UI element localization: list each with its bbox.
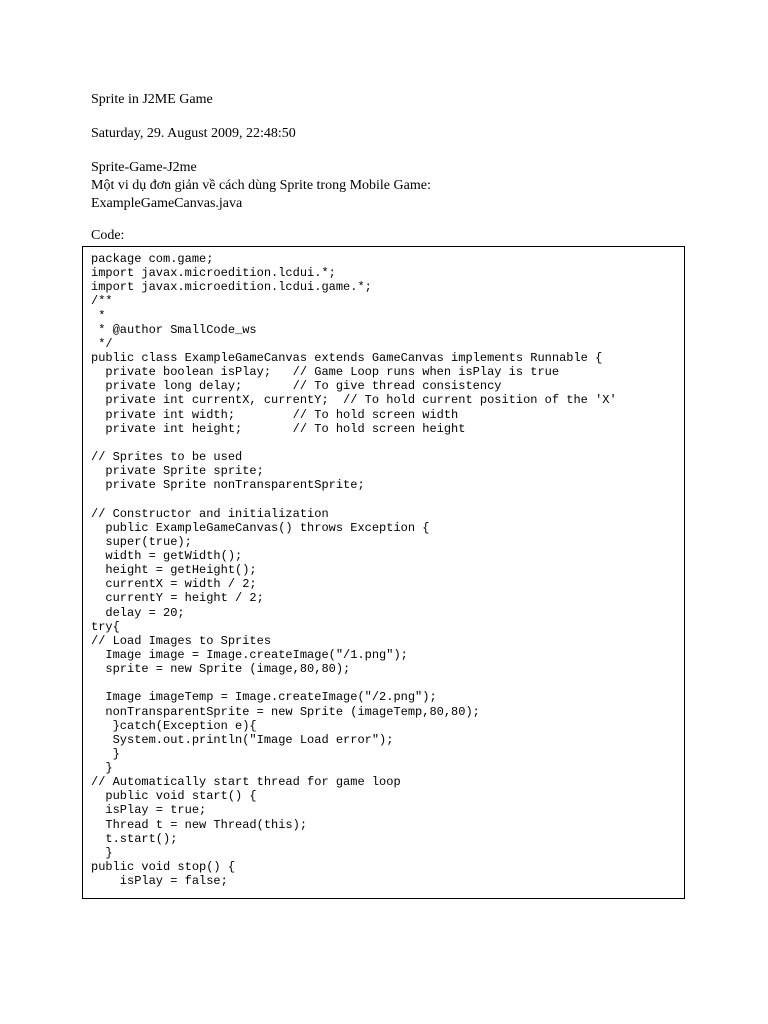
code-line xyxy=(91,676,617,690)
document-subtitle: Sprite-Game-J2me xyxy=(91,160,197,175)
code-block xyxy=(82,246,685,899)
code-line: private Sprite nonTransparentSprite; xyxy=(91,478,365,493)
code-line: private long delay; // To give thread consistency xyxy=(91,379,502,394)
code-line: currentY = height / 2; xyxy=(91,591,264,606)
document-description: Một vi dụ đơn giản về cách dùng Sprite trong Mobile Game: xyxy=(91,178,431,193)
code-line: isPlay = false; xyxy=(91,874,228,889)
document-title: Sprite in J2ME Game xyxy=(91,92,213,107)
code-line xyxy=(91,436,617,450)
code-line: private Sprite sprite; xyxy=(91,464,264,479)
code-listing xyxy=(91,252,617,888)
code-line: /** xyxy=(91,294,113,309)
code-line: nonTransparentSprite = new Sprite (imageTemp,80,80); xyxy=(91,704,480,719)
code-line: sprite = new Sprite (image,80,80); xyxy=(91,662,351,677)
code-line: // Sprites to be used xyxy=(91,449,243,464)
code-line: try{ xyxy=(91,619,120,634)
code-label: Code: xyxy=(91,228,125,243)
code-line: public void stop() { xyxy=(91,860,236,875)
document-filename: ExampleGameCanvas.java xyxy=(91,196,243,211)
code-line xyxy=(91,492,617,506)
code-line: // Constructor and initialization xyxy=(91,506,329,521)
code-line: public ExampleGameCanvas() throws Exception { xyxy=(91,520,430,535)
code-line: private boolean isPlay; // Game Loop runs when isPlay is true xyxy=(91,365,560,380)
document-date: Saturday, 29. August 2009, 22:48:50 xyxy=(91,126,296,141)
code-line: public void start() { xyxy=(91,789,257,804)
code-line: Thread t = new Thread(this); xyxy=(91,817,308,832)
code-line: super(true); xyxy=(91,534,192,549)
code-line: System.out.println("Image Load error"); xyxy=(91,732,394,747)
code-line: } xyxy=(91,746,120,761)
code-line: Image image = Image.createImage("/1.png"); xyxy=(91,647,408,662)
code-line: * xyxy=(91,308,106,323)
code-line: }catch(Exception e){ xyxy=(91,718,257,733)
code-line: private int currentX, currentY; // To hold current position of the 'X' xyxy=(91,393,617,408)
code-line: // Load Images to Sprites xyxy=(91,633,272,648)
code-line: } xyxy=(91,845,113,860)
code-line: t.start(); xyxy=(91,831,178,846)
code-line: Image imageTemp = Image.createImage("/2.png"); xyxy=(91,690,437,705)
code-line: currentX = width / 2; xyxy=(91,577,257,592)
code-line: */ xyxy=(91,336,113,351)
code-line: import javax.microedition.lcdui.game.*; xyxy=(91,280,372,295)
code-line: package com.game; xyxy=(91,252,214,266)
code-line: private int height; // To hold screen height xyxy=(91,421,466,436)
code-line: delay = 20; xyxy=(91,605,185,620)
code-line: // Automatically start thread for game loop xyxy=(91,775,401,790)
code-line: width = getWidth(); xyxy=(91,548,243,563)
code-line: import javax.microedition.lcdui.*; xyxy=(91,266,336,281)
code-line: height = getHeight(); xyxy=(91,563,257,578)
code-line: } xyxy=(91,761,113,776)
code-line: public class ExampleGameCanvas extends GameCanvas implements Runnable { xyxy=(91,350,603,365)
code-line: * @author SmallCode_ws xyxy=(91,322,257,337)
code-line: private int width; // To hold screen width xyxy=(91,407,459,422)
code-line: isPlay = true; xyxy=(91,803,207,818)
